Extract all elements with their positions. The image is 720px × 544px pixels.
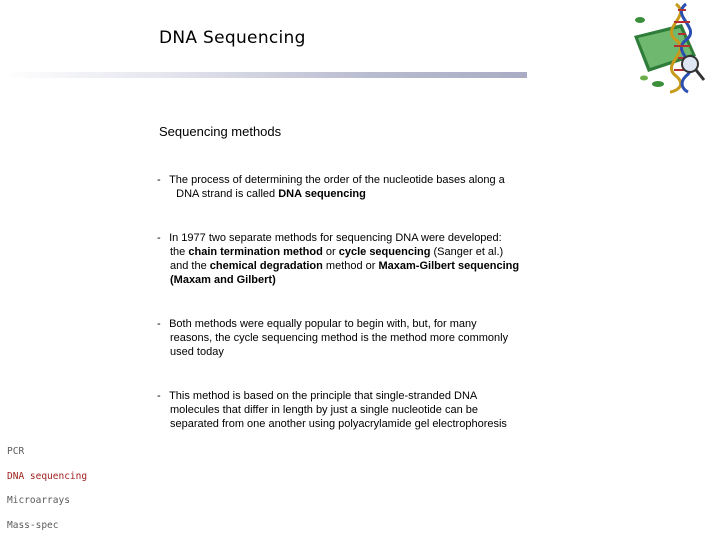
bullet-text: method or: [323, 260, 379, 272]
bullet-line: [166, 259, 519, 273]
bullet-line: [166, 331, 508, 345]
bullet-line: [166, 273, 519, 287]
bullet-line: [166, 317, 508, 331]
bullet-text: and the: [170, 260, 210, 272]
bullet-line: [166, 231, 519, 245]
title-divider: [0, 72, 527, 78]
bullet-text: used today: [170, 346, 224, 358]
bullet-bold-term: Maxam-Gilbert sequencing: [379, 260, 520, 272]
section-subtitle: Sequencing methods: [159, 124, 281, 139]
bullet-dash: -: [157, 173, 161, 187]
bullet-dash: -: [157, 389, 161, 403]
bullet-bold-term: DNA sequencing: [278, 188, 366, 200]
bullet-item: [157, 317, 508, 359]
bullet-text: separated from one another using polyacrylamide gel electrophoresis: [170, 418, 507, 430]
bullet-line: [166, 389, 507, 403]
bullet-item: [157, 173, 505, 201]
bullet-text: This method is based on the principle that single-stranded DNA: [169, 390, 477, 402]
bullet-dash: -: [157, 317, 161, 331]
bullet-dash: -: [157, 231, 161, 245]
bullet-line: [166, 173, 505, 187]
nav-item-microarrays[interactable]: Microarrays: [7, 495, 87, 520]
bullet-bold-term: chemical degradation: [210, 260, 323, 272]
bullet-bold-term: (Maxam and Gilbert): [170, 274, 276, 286]
bullet-text: (Sanger et al.): [430, 246, 503, 258]
bullet-text: The process of determining the order of the nucleotide bases along a: [169, 174, 505, 186]
bullet-line: [166, 417, 507, 431]
bullet-line: [166, 345, 508, 359]
bullet-text: DNA strand is called: [176, 188, 278, 200]
slide-title: DNA Sequencing: [159, 28, 306, 48]
dna-helix-logo-icon: [630, 2, 710, 94]
bullet-text: the: [170, 246, 188, 258]
nav-item-dna-sequencing[interactable]: DNA sequencing: [7, 471, 87, 496]
bullet-text: or: [323, 246, 339, 258]
nav-item-mass-spec[interactable]: Mass-spec: [7, 520, 87, 544]
section-nav: [7, 446, 87, 544]
bullet-bold-term: chain termination method: [188, 246, 322, 258]
bullet-bold-term: cycle sequencing: [339, 246, 431, 258]
bullet-item: [157, 389, 507, 431]
nav-item-pcr[interactable]: PCR: [7, 446, 87, 471]
bullet-text: reasons, the cycle sequencing method is the method more commonly: [170, 332, 508, 344]
bullet-text: molecules that differ in length by just a single nucleotide can be: [170, 404, 478, 416]
bullet-line: [166, 245, 519, 259]
bullet-text: Both methods were equally popular to begin with, but, for many: [169, 318, 477, 330]
bullet-line: [166, 403, 507, 417]
bullet-item: [157, 231, 519, 287]
bullet-line: [166, 187, 505, 201]
bullet-text: In 1977 two separate methods for sequencing DNA were developed:: [169, 232, 502, 244]
